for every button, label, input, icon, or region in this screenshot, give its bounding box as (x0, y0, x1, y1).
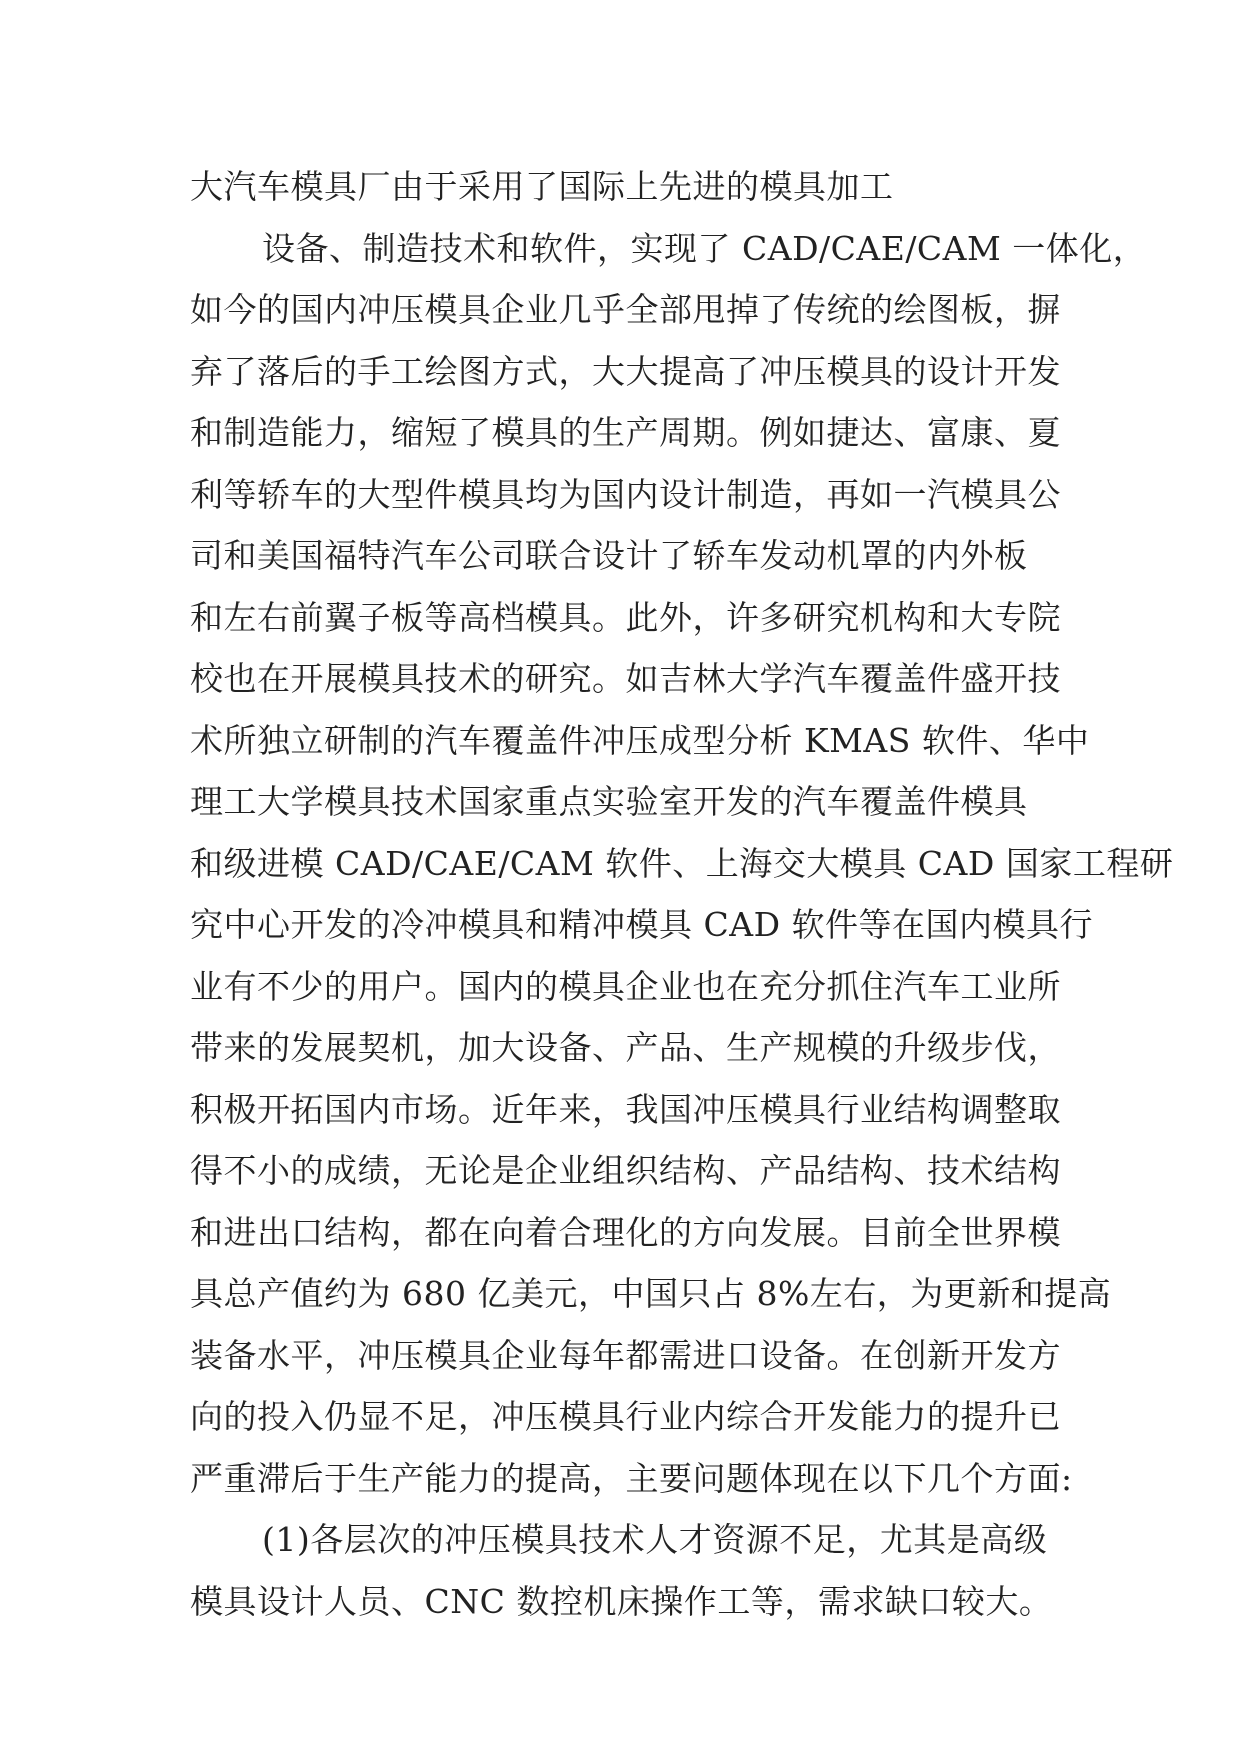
list-item-line: (1)各层次的冲压模具技术人才资源不足，尤其是高级 (262, 1520, 1048, 1559)
text-line: 司和美国福特汽车公司联合设计了轿车发动机罩的内外板 (190, 536, 1028, 575)
text-line: 弃了落后的手工绘图方式，大大提高了冲压模具的设计开发 (190, 351, 1061, 391)
text-line: 理工大学模具技术国家重点实验室开发的汽车覆盖件模具 (190, 782, 1028, 821)
text-line: 究中心开发的冷冲模具和精冲模具 CAD 软件等在国内模具行 (190, 905, 1094, 944)
text-line: 业有不少的用户。国内的模具企业也在充分抓住汽车工业所 (190, 966, 1061, 1006)
text-line: 和左右前翼子板等高档模具。此外，许多研究机构和大专院 (190, 597, 1061, 637)
text-line: 具总产值约为 680 亿美元，中国只占 8%左右，为更新和提高 (190, 1274, 1112, 1313)
text-line: 严重滞后于生产能力的提高，主要问题体现在以下几个方面: (190, 1458, 1073, 1498)
text-line: 带来的发展契机，加大设备、产品、生产规模的升级步伐， (190, 1028, 1061, 1067)
text-line: 和制造能力，缩短了模具的生产周期。例如捷达、富康、夏 (190, 413, 1061, 452)
text-line: 向的投入仍显不足，冲压模具行业内综合开发能力的提升已 (190, 1397, 1061, 1436)
text-line: 和级进模 CAD/CAE/CAM 软件、上海交大模具 CAD 国家工程研 (190, 843, 1174, 883)
text-line: 装备水平，冲压模具企业每年都需进口设备。在创新开发方 (190, 1335, 1061, 1375)
text-line: 大汽车模具厂由于采用了国际上先进的模具加工 (190, 167, 894, 206)
body-text (190, 156, 1174, 1632)
text-line: 术所独立研制的汽车覆盖件冲压成型分析 KMAS 软件、华中 (190, 720, 1090, 760)
text-line: 校也在开展模具技术的研究。如吉林大学汽车覆盖件盛开技 (190, 659, 1061, 698)
paragraph-start-line: 设备、制造技术和软件，实现了 CAD/CAE/CAM 一体化， (262, 228, 1147, 268)
text-line: 利等轿车的大型件模具均为国内设计制造，再如一汽模具公 (190, 474, 1061, 514)
text-line: 积极开拓国内市场。近年来，我国冲压模具行业结构调整取 (190, 1089, 1061, 1129)
text-line: 模具设计人员、CNC 数控机床操作工等，需求缺口较大。 (190, 1581, 1053, 1621)
text-line: 和进出口结构，都在向着合理化的方向发展。目前全世界模 (190, 1212, 1061, 1252)
text-line: 如今的国内冲压模具企业几乎全部甩掉了传统的绘图板，摒 (190, 290, 1061, 329)
text-line: 得不小的成绩，无论是企业组织结构、产品结构、技术结构 (190, 1151, 1061, 1190)
